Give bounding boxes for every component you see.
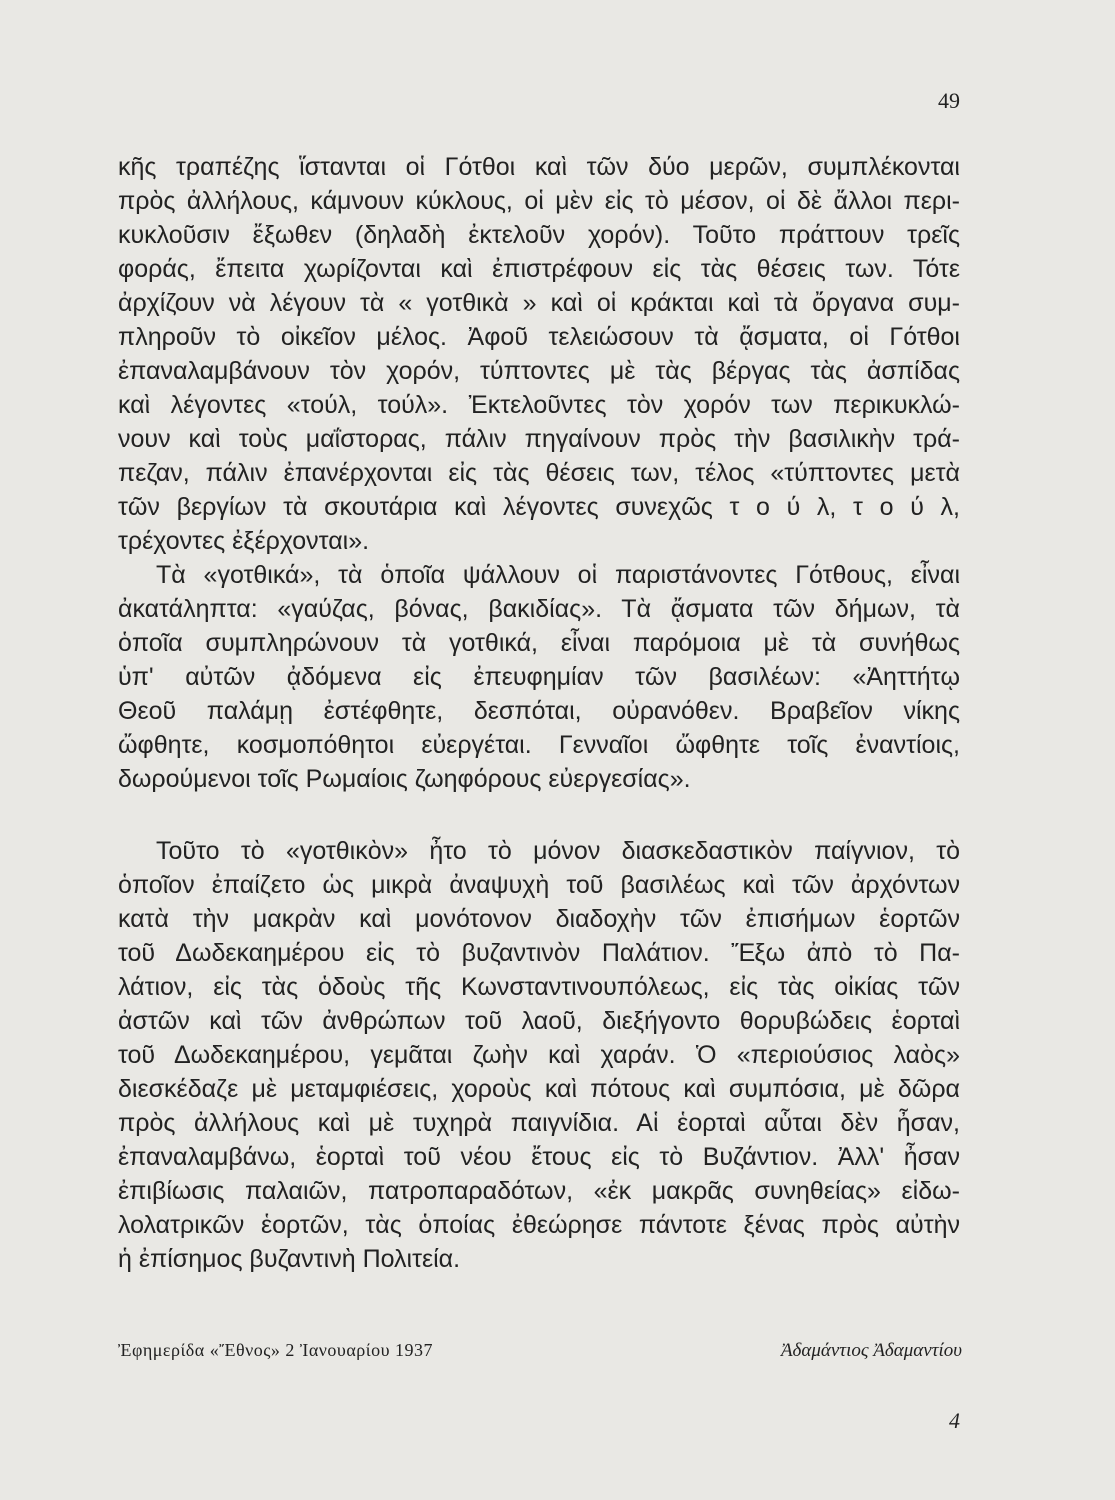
text-line: καὶ λέγοντες «τούλ, τούλ». Ἐκτελοῦντες τὸν χορόν των περικυκλώ-	[118, 391, 960, 419]
text-line: δωρούμενοι τοῖς Ρωμαίοις ζωηφόρους εὐεργεσίας».	[118, 765, 691, 793]
text-line: νουν καὶ τοὺς μαΐστορας, πάλιν πηγαίνουν πρὸς τὴν βασιλικὴν τρά-	[118, 425, 960, 453]
text-line: ἡ ἐπίσημος βυζαντινὴ Πολιτεία.	[118, 1245, 461, 1273]
text-line: Τὰ «γοτθικά», τὰ ὁποῖα ψάλλουν οἱ παριστάνοντες Γότθους, εἶναι	[156, 561, 960, 589]
text-line: ἐπιβίωσις παλαιῶν, πατροπαραδότων, «ἐκ μακρᾶς συνηθείας» εἰδω-	[118, 1177, 960, 1205]
text-line: ὁποῖον ἐπαίζετο ὡς μικρὰ ἀναψυχὴ τοῦ βασιλέως καὶ τῶν ἀρχόντων	[118, 871, 960, 899]
text-line: ἀκατάληπτα: «γαύζας, βόνας, βακιδίας». Τὰ ᾄσματα τῶν δήμων, τὰ	[118, 595, 960, 623]
text-line: πρὸς ἀλλήλους, κάμνουν κύκλους, οἱ μὲν εἰς τὸ μέσον, οἱ δὲ ἄλλοι περι-	[118, 187, 960, 215]
text-line: ἀστῶν καὶ τῶν ἀνθρώπων τοῦ λαοῦ, διεξήγοντο θορυβώδεις ἑορταὶ	[118, 1007, 960, 1035]
text-line: τοῦ Δωδεκαημέρου εἰς τὸ βυζαντινὸν Παλάτιον. Ἔξω ἀπὸ τὸ Πα-	[118, 939, 960, 967]
page-number: 49	[938, 88, 960, 113]
text-line: ἐπαναλαμβάνουν τὸν χορόν, τύπτοντες μὲ τὰς βέργας τὰς ἀσπίδας	[118, 357, 960, 385]
text-line: πρὸς ἀλλήλους καὶ μὲ τυχηρὰ παιγνίδια. Αἱ ἑορταὶ αὗται δὲν ἦσαν,	[118, 1109, 960, 1137]
text-line: τρέχοντες ἐξέρχονται».	[118, 527, 370, 555]
text-line: ὑπ' αὐτῶν ᾀδόμενα εἰς ἐπευφημίαν τῶν βασιλέων: «Ἀηττήτῳ	[118, 663, 960, 691]
text-line: Θεοῦ παλάμῃ ἐστέφθητε, δεσπόται, οὐρανόθεν. Βραβεῖον νίκης	[118, 697, 960, 725]
text-line: πληροῦν τὸ οἰκεῖον μέλος. Ἀφοῦ τελειώσουν τὰ ᾄσματα, οἱ Γότθοι	[118, 323, 960, 351]
text-line: πεζαν, πάλιν ἐπανέρχονται εἰς τὰς θέσεις των, τέλος «τύπτοντες μετὰ	[118, 459, 960, 487]
text-line: λάτιον, εἰς τὰς ὁδοὺς τῆς Κωνσταντινουπόλεως, εἰς τὰς οἰκίας τῶν	[118, 973, 960, 1001]
text-line: Τοῦτο τὸ «γοτθικὸν» ἦτο τὸ μόνον διασκεδαστικὸν παίγνιον, τὸ	[156, 837, 960, 865]
text-line: ὤφθητε, κοσμοπόθητοι εὐεργέται. Γενναῖοι ὤφθητε τοῖς ἐναντίοις,	[118, 731, 960, 759]
text-line: τοῦ Δωδεκαημέρου, γεμᾶται ζωὴν καὶ χαράν. Ὁ «περιούσιος λαὸς»	[118, 1041, 960, 1069]
text-line: τῶν βεργίων τὰ σκουτάρια καὶ λέγοντες συνεχῶς τ ο ύ λ, τ ο ύ λ,	[118, 493, 960, 521]
author-name: Ἀδαμάντιος Ἀδαμαντίου	[780, 1340, 962, 1361]
text-line: κῆς τραπέζης ἵστανται οἱ Γότθοι καὶ τῶν δύο μερῶν, συμπλέκονται	[118, 153, 960, 181]
text-line: ἐπαναλαμβάνω, ἑορταὶ τοῦ νέου ἔτους εἰς τὸ Βυζάντιον. Ἀλλ' ἦσαν	[118, 1143, 960, 1171]
text-line: λολατρικῶν ἑορτῶν, τὰς ὁποίας ἐθεώρησε πάντοτε ξένας πρὸς αὐτὴν	[118, 1211, 960, 1239]
text-line: ἀρχίζουν νὰ λέγουν τὰ « γοτθικὰ » καὶ οἱ κράκται καὶ τὰ ὄργανα συμ-	[118, 289, 960, 317]
text-line: κατὰ τὴν μακρὰν καὶ μονότονον διαδοχὴν τῶν ἐπισήμων ἑορτῶν	[118, 905, 960, 933]
text-line: ὁποῖα συμπληρώνουν τὰ γοτθικά, εἶναι παρόμοια μὲ τὰ συνήθως	[118, 629, 960, 657]
signature-mark: 4	[949, 1408, 960, 1433]
source-citation: Ἐφημερίδα «Ἔθνος» 2 Ἰανουαρίου 1937	[118, 1340, 433, 1360]
text-line: κυκλοῦσιν ἔξωθεν (δηλαδὴ ἐκτελοῦν χορόν). Τοῦτο πράττουν τρεῖς	[118, 221, 960, 249]
text-line: φοράς, ἔπειτα χωρίζονται καὶ ἐπιστρέφουν εἰς τὰς θέσεις των. Τότε	[118, 255, 960, 283]
text-line: διεσκέδαζε μὲ μεταμφιέσεις, χοροὺς καὶ πότους καὶ συμπόσια, μὲ δῶρα	[118, 1075, 960, 1103]
